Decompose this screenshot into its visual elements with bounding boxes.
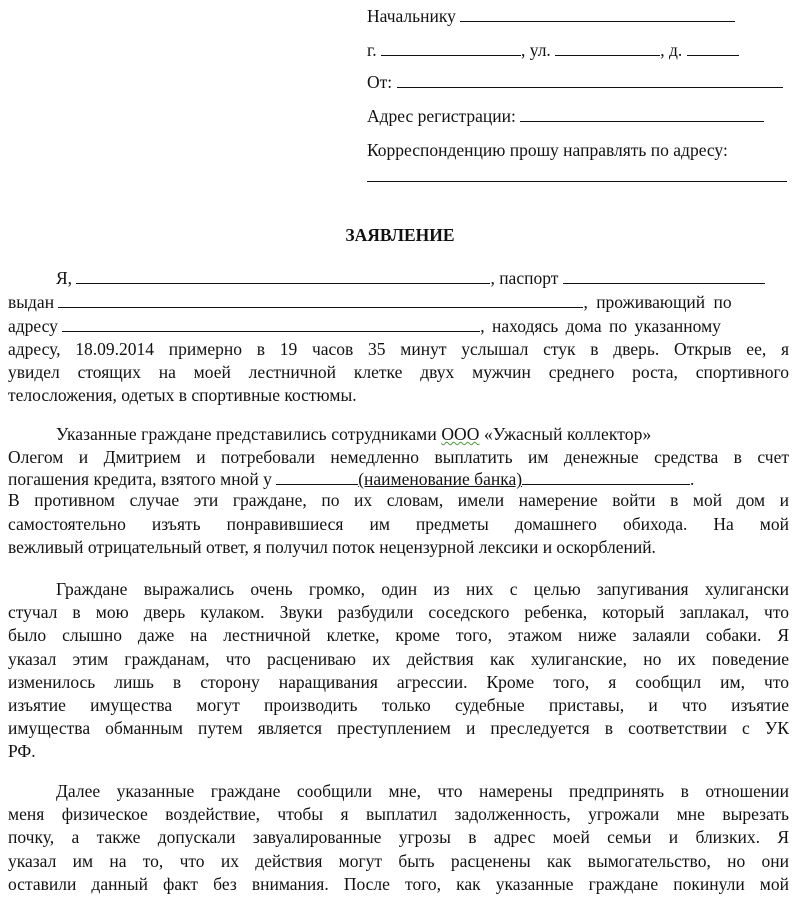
p1-l1-a: Я, — [56, 268, 73, 288]
house-label: , д. — [660, 40, 683, 60]
bank-name-placeholder: (наименование банка) — [358, 469, 523, 490]
p4-line-4: указал им на то, что их действия могут быть расценены как вымогательство, но они — [8, 850, 789, 871]
p3-line-2: стучал в мою дверь кулаком. Звуки разбудили соседского ребенка, который заплакал, что — [8, 602, 789, 623]
paragraph-1 — [8, 266, 789, 408]
p2-line-4: В противном случае эти граждане, по их словам, имели намерение войти в мой дом и — [8, 490, 789, 511]
p1-l3-a: адресу — [8, 316, 58, 336]
header-from-line — [367, 70, 783, 94]
p3-line-4: указал этим гражданам, что расцениваю их действия как хулиганские, но их поведение — [8, 648, 789, 669]
header-chief-line — [367, 4, 735, 28]
correspondence-label: Корреспонденцию прошу направлять по адресу: — [367, 140, 728, 160]
city-prefix: г. — [367, 40, 377, 60]
p3-line-8: РФ. — [8, 741, 36, 762]
p1-line-6: телосложения, одетых в спортивные костюмы. — [8, 385, 357, 406]
p1-line-5: увидел стоящих на моей лестничной клетке двух мужчин среднего роста, спортивного — [8, 362, 789, 383]
house-blank — [687, 40, 739, 56]
address-blank — [62, 316, 480, 332]
reg-address-label: Адрес регистрации: — [367, 106, 516, 126]
city-blank — [381, 40, 521, 56]
street-label: , ул. — [520, 40, 551, 60]
p3-line-5: изменилось лишь в сторону наращивания агрессии. Кроме того, я сообщил им, что — [8, 671, 789, 692]
street-blank — [555, 40, 660, 56]
p4-line-2: меня физическое воздействие, чтобы я выплатил задолженность, угрожали мне вырезать — [8, 804, 789, 825]
paragraph-4 — [8, 780, 789, 896]
p1-line-4: адресу, 18.09.2014 примерно в 19 часов 35 минут услышал стук в дверь. Открыв ее, я — [8, 339, 789, 359]
chief-label: Начальнику — [367, 6, 456, 26]
p2-l1-org: ООО — [441, 424, 480, 444]
p3-line-3: было слышно даже на лестничной клетке, кроме того, этажом ниже залаяли собаки. Я — [8, 625, 789, 646]
p3-line-6: изъятие имущества могут производить только судебные приставы, и что изъятие — [8, 695, 789, 716]
p2-l1-a: Указанные граждане представились сотрудниками — [56, 424, 437, 444]
p3-line-7: имущества обманным путем является преступлением и преследуется в соответствии с УК — [8, 718, 789, 739]
name-blank — [76, 268, 490, 284]
issued-blank — [58, 292, 583, 308]
document-title: ЗАЯВЛЕНИЕ — [345, 225, 455, 245]
from-label: От: — [367, 72, 393, 92]
p4-line-1: Далее указанные граждане сообщили мне, что намерены предпринять в отношении — [56, 781, 789, 801]
p1-l2-a: выдан — [8, 292, 55, 312]
chief-blank — [460, 6, 735, 22]
p2-line-5: самостоятельно изъять понравившиеся им предметы домашнего обихода. На мой — [8, 513, 789, 534]
from-blank — [397, 72, 783, 88]
paragraph-2 — [8, 423, 789, 559]
reg-address-blank — [520, 106, 764, 122]
p2-line-2: Олегом и Дмитрием и потребовали немедленно выплатить им денежные средства в счет — [8, 447, 789, 468]
p2-l3-c: . — [690, 469, 695, 490]
p2-line-3 — [8, 469, 789, 489]
p2-line-1 — [8, 423, 789, 446]
p1-l1-b: , паспорт — [490, 268, 559, 288]
p4-line-3: почку, а также допускали завуалированные угрозы в адрес моей семьи и близких. Я — [8, 827, 789, 848]
bank-blank-1 — [276, 469, 358, 485]
p3-line-1: Граждане выражались очень громко, один из них с целью запугивания хулигански — [56, 579, 789, 599]
correspondence-blank — [367, 181, 787, 182]
p1-line-3 — [8, 314, 789, 338]
p2-line-6: вежливый отрицательный ответ, я получил поток нецензурной лексики и оскорблений. — [8, 536, 656, 557]
p2-l3-a: погашения кредита, взятого мной у — [8, 469, 272, 490]
p1-l3-b: , находясь дома по указанному — [480, 316, 721, 336]
p1-line-1 — [56, 266, 800, 290]
p2-l1-c: «Ужасный коллектор» — [484, 424, 652, 444]
p1-l2-b: , проживающий по — [583, 292, 732, 312]
passport-blank — [563, 268, 765, 284]
header-correspondence-line — [367, 138, 728, 162]
p4-line-5: оставили данный факт без внимания. После того, как указанные граждане покинули мой — [8, 873, 789, 894]
header-reg-line — [367, 104, 764, 128]
paragraph-3 — [8, 578, 789, 764]
p1-line-2 — [8, 290, 789, 314]
header-address-line — [367, 38, 739, 62]
bank-blank-2 — [522, 469, 690, 485]
